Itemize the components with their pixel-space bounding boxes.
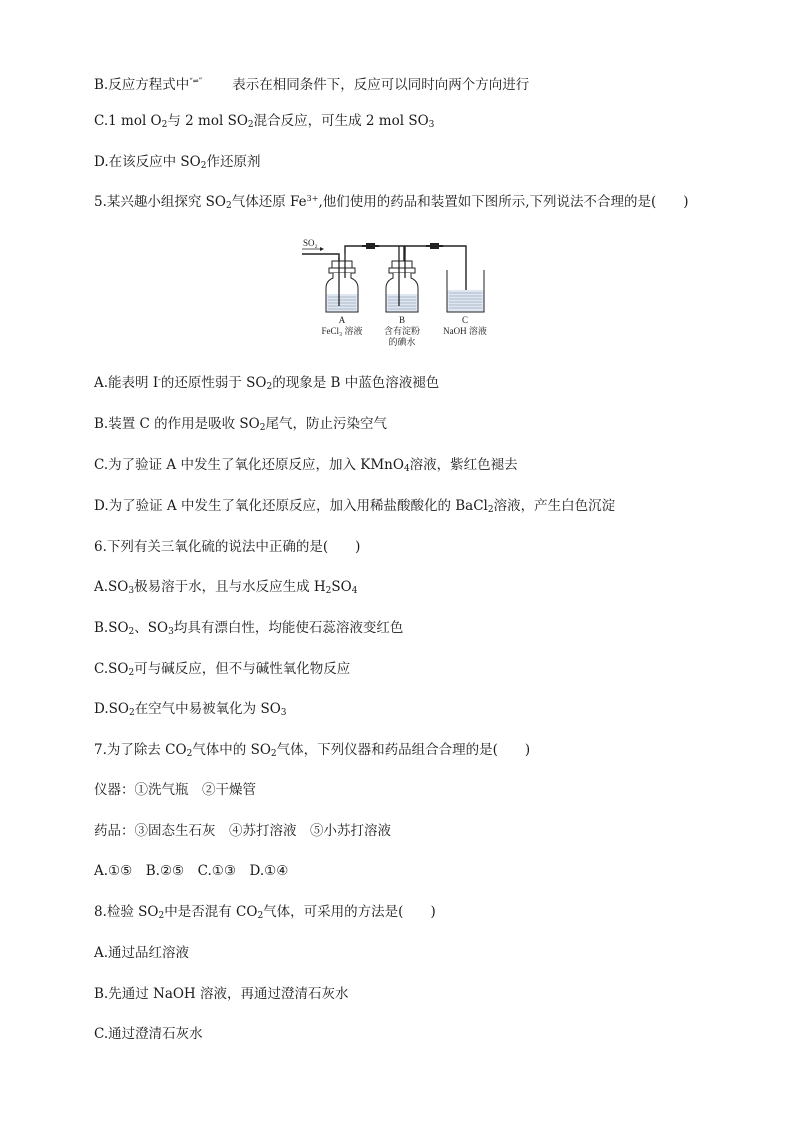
clamp-2 bbox=[426, 243, 443, 249]
label-a-letter: A bbox=[338, 315, 346, 325]
bottle-b bbox=[386, 246, 418, 312]
q5-option-a: A.能表明 I-的还原性弱于 $SO_2$的现象是 B 中蓝色溶液褪色 bbox=[94, 375, 440, 392]
bottle-a bbox=[326, 254, 358, 312]
q6-stem: 6.下列有关三氧化硫的说法中正确的是( ) bbox=[94, 539, 361, 555]
q6-option-b: $B.SO_2$、$SO_3$均具有漂白性，均能使石蕊溶液变红色 bbox=[94, 620, 404, 637]
q4-option-c: C.1 mol $O_2$与 2 mol $SO_2$混合反应，可生成 2 mol $SO_3$ bbox=[94, 113, 435, 130]
label-a-text: FeCl₃ 溶液 bbox=[321, 326, 363, 336]
q8-stem: 8.检验 $SO_2$中是否混有 $CO_2$气体，可采用的方法是( ) bbox=[94, 904, 436, 921]
q6-option-a: $A.SO_3$极易溶于水，且与水反应生成 $H_2SO_4$ bbox=[94, 579, 358, 596]
so2-inlet-label: SO₂ bbox=[303, 238, 318, 248]
q7-reagents: 药品：③固态生石灰 ④苏打溶液 ⑤小苏打溶液 bbox=[94, 823, 391, 839]
q5-apparatus-figure bbox=[298, 232, 498, 350]
q8-option-a: A.通过品红溶液 bbox=[94, 945, 190, 961]
label-c-letter: C bbox=[461, 315, 469, 325]
q7-options: A.①⑤ B.②⑤ C.①③ D.①④ bbox=[94, 863, 289, 879]
q5-option-b: B.装置 C 的作用是吸收 $SO_2$尾气，防止污染空气 bbox=[94, 416, 387, 433]
label-b-letter: B bbox=[398, 315, 406, 325]
q7-instruments: 仪器：①洗气瓶 ②干燥管 bbox=[94, 782, 256, 798]
q4-option-b: B.反应方程式中“⇌” 表示在相同条件下，反应可以同时向两个方向进行 bbox=[94, 77, 530, 93]
label-b-text-2: 的碘水 bbox=[388, 337, 416, 347]
q7-stem: 7.为了除去 $CO_2$气体中的 $SO_2$气体，下列仪器和药品组合合理的是( ) bbox=[94, 742, 531, 759]
label-c-text: NaOH 溶液 bbox=[443, 326, 487, 336]
label-b-text-1: 含有淀粉 bbox=[383, 326, 421, 336]
clamp-1 bbox=[362, 243, 379, 249]
q4-option-d: D.在该反应中 $SO_2$作还原剂 bbox=[94, 154, 261, 171]
q5-option-c: C.为了验证 A 中发生了氧化还原反应，加入 KMnO$_4$溶液，紫红色褪去 bbox=[94, 457, 518, 474]
q5-stem: 5.某兴趣小组探究 $SO_2$气体还原 $Fe^{3+}$,他们使用的药品和装置如下图所示,下列说法不合理的是( ) bbox=[94, 194, 689, 211]
q8-option-b: B.先通过 NaOH 溶液，再通过澄清石灰水 bbox=[94, 986, 349, 1002]
q6-option-c: $C.SO_2$可与碱反应，但不与碱性氧化物反应 bbox=[94, 661, 351, 678]
q5-option-d: D.为了验证 A 中发生了氧化还原反应，加入用稀盐酸酸化的 BaCl$_2$溶液，产生白色沉淀 bbox=[94, 498, 616, 515]
q8-option-c: C.通过澄清石灰水 bbox=[94, 1026, 203, 1042]
q6-option-d: $D.SO_2$在空气中易被氧化为 $SO_3$ bbox=[94, 701, 287, 718]
